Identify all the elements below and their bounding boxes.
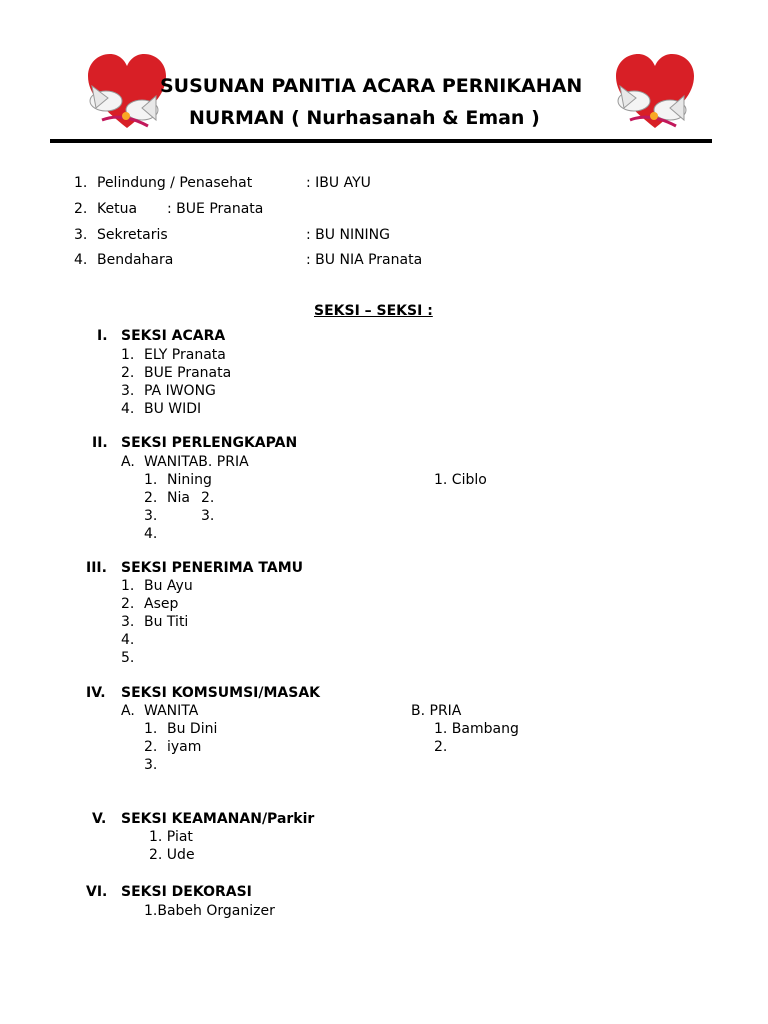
heart-doves-logo-right — [610, 46, 700, 136]
sub-heading-wanita: WANITA — [144, 703, 199, 719]
section-title-acara: SEKSI ACARA — [121, 328, 226, 344]
list-item: 1. Piat — [149, 829, 193, 845]
list-number: 4. — [121, 632, 135, 648]
list-item: iyam — [167, 739, 202, 755]
list-item: BUE Pranata — [144, 365, 232, 381]
page-title-line1: SUSUNAN PANITIA ACARA PERNIKAHAN — [160, 75, 583, 97]
officer-value-4: : BU NIA Pranata — [306, 252, 423, 268]
list-item: Nining — [167, 472, 212, 488]
list-item: Asep — [144, 596, 179, 612]
heart-doves-logo-left — [82, 46, 172, 136]
list-item: 2. Ude — [149, 847, 195, 863]
header-divider — [50, 139, 712, 143]
section-title-dekorasi: SEKSI DEKORASI — [121, 884, 252, 900]
list-number: 4. — [144, 526, 158, 542]
officer-num-4: 4. — [74, 252, 88, 268]
section-number: VI. — [86, 884, 108, 900]
officer-role-1: Pelindung / Penasehat — [97, 175, 253, 191]
section-title-penerima-tamu: SEKSI PENERIMA TAMU — [121, 560, 303, 576]
list-item: BU WIDI — [144, 401, 202, 417]
officer-num-2: 2. — [74, 201, 88, 217]
list-number: 1. — [144, 472, 158, 488]
section-title-perlengkapan: SEKSI PERLENGKAPAN — [121, 435, 298, 451]
sub-heading: WANITAB. PRIA — [144, 454, 249, 470]
section-number: V. — [92, 811, 107, 827]
list-number: 4. — [121, 401, 135, 417]
list-item: 1. Ciblo — [434, 472, 487, 488]
section-number: IV. — [86, 685, 106, 701]
section-number: II. — [92, 435, 108, 451]
section-title-konsumsi: SEKSI KOMSUMSI/MASAK — [121, 685, 321, 701]
section-number: I. — [97, 328, 108, 344]
section-number: III. — [86, 560, 107, 576]
list-number: 3. — [121, 383, 135, 399]
list-number: 2. — [144, 490, 158, 506]
officer-role-4: Bendahara — [97, 252, 174, 268]
officer-value-1: : IBU AYU — [306, 175, 371, 191]
list-number: 1. — [121, 578, 135, 594]
list-number: 3. — [201, 508, 215, 524]
list-item: Nia — [167, 490, 190, 506]
section-title-keamanan: SEKSI KEAMANAN/Parkir — [121, 811, 315, 827]
list-item: 1. Bambang — [434, 721, 519, 737]
list-item: PA IWONG — [144, 383, 216, 399]
list-item: Bu Dini — [167, 721, 218, 737]
sub-letter: A. — [121, 703, 135, 719]
officer-num-1: 1. — [74, 175, 88, 191]
list-number: 2. — [121, 365, 135, 381]
list-number: 3. — [121, 614, 135, 630]
list-number: 5. — [121, 650, 135, 666]
list-number: 1. — [144, 721, 158, 737]
list-item: Bu Ayu — [144, 578, 193, 594]
page-title-line2: NURMAN ( Nurhasanah & Eman ) — [189, 107, 540, 129]
officer-num-3: 3. — [74, 227, 88, 243]
officer-role-2: Ketua — [97, 201, 138, 217]
list-number: 3. — [144, 508, 158, 524]
officer-role-3: Sekretaris — [97, 227, 168, 243]
list-item: Bu Titi — [144, 614, 189, 630]
list-number: 2. — [121, 596, 135, 612]
list-item: 2. — [434, 739, 448, 755]
sub-letter: A. — [121, 454, 135, 470]
list-number: 2. — [201, 490, 215, 506]
officer-value-2: : BUE Pranata — [167, 201, 264, 217]
list-number: 2. — [144, 739, 158, 755]
seksi-heading: SEKSI – SEKSI : — [314, 303, 433, 319]
list-item: 1.Babeh Organizer — [144, 903, 275, 919]
list-item: ELY Pranata — [144, 347, 226, 363]
officer-value-3: : BU NINING — [306, 227, 390, 243]
list-number: 3. — [144, 757, 158, 773]
sub-heading-pria: B. PRIA — [411, 703, 462, 719]
list-number: 1. — [121, 347, 135, 363]
